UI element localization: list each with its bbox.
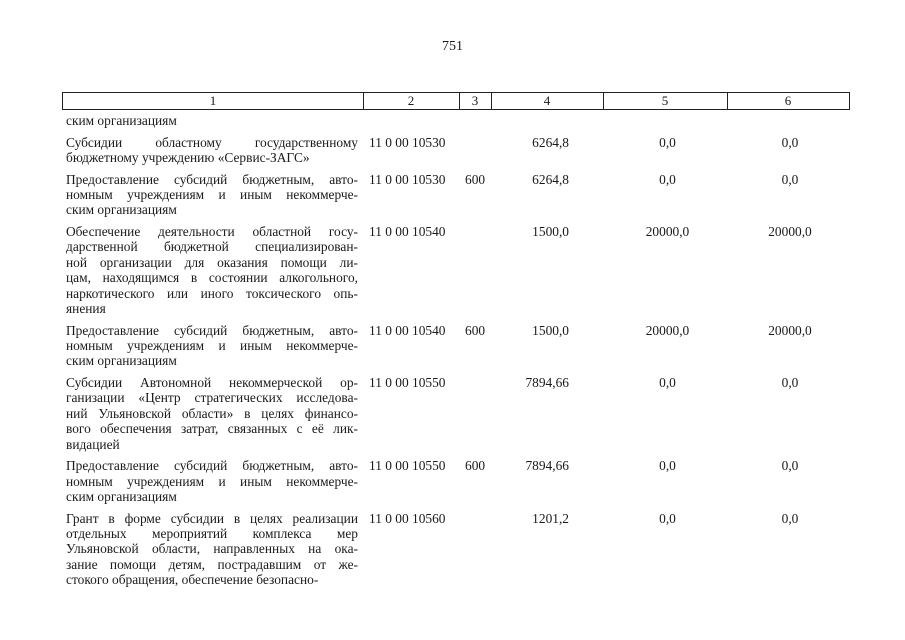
row-value-6: 0,0: [781, 134, 799, 150]
row-code: 11 0 00 10550: [369, 375, 446, 390]
row-value-4: 1201,2: [532, 510, 569, 526]
row-code: 11 0 00 10550: [369, 458, 446, 474]
row-value-6: 0,0: [781, 375, 799, 390]
row-value-5: 0,0: [659, 171, 676, 187]
description-line: Предоставление субсидий бюджетным, авто-: [66, 171, 358, 187]
description-line: ной организации для оказания помощи ли-: [66, 254, 358, 270]
description-line: номным учреждениям и иным некоммерче-: [66, 187, 358, 202]
row-value-4: 1500,0: [532, 322, 569, 338]
row-description: [66, 458, 358, 504]
row-value-4: 7894,66: [525, 375, 569, 390]
row-value-4: 6264,8: [532, 134, 569, 150]
description-line: зание помощи детям, пострадавшим от же-: [66, 556, 358, 572]
description-line: янения: [66, 301, 106, 317]
row-value-5: 0,0: [659, 375, 676, 390]
description-line: Предоставление субсидий бюджетным, авто-: [66, 458, 358, 474]
description-line: Грант в форме субсидии в целях реализации: [66, 510, 358, 526]
description-line: дарственной бюджетной специализирован-: [66, 239, 358, 255]
row-value-5: 0,0: [659, 458, 676, 474]
description-line: ганизации «Центр стратегических исследова-: [66, 390, 358, 406]
row-description: [66, 172, 358, 218]
row-value-6: 20000,0: [768, 322, 812, 338]
row-code: 11 0 00 10540: [369, 224, 446, 239]
page-number: 751: [442, 39, 463, 54]
description-line: бюджетному учреждению «Сервис-ЗАГС»: [66, 150, 310, 165]
row-description: [66, 113, 358, 128]
description-line: видацией: [66, 436, 120, 452]
row-value-6: 0,0: [781, 510, 799, 526]
description-line: ским организациям: [66, 113, 177, 128]
header-col-2: 2: [407, 93, 415, 108]
row-code: 11 0 00 10560: [369, 510, 446, 526]
description-line: номным учреждениям и иным некоммерче-: [66, 473, 358, 489]
row-description: [66, 511, 358, 588]
description-line: Обеспечение деятельности областной госу-: [66, 224, 358, 239]
row-code: 11 0 00 10540: [369, 322, 446, 338]
description-line: ским организациям: [66, 489, 177, 504]
row-description: [66, 323, 358, 369]
table-header: [62, 92, 850, 110]
row-value-4: 7894,66: [525, 458, 569, 474]
description-line: наркотического или иного токсического опь-: [66, 285, 358, 301]
row-description: [66, 135, 358, 166]
row-type: 600: [465, 322, 486, 338]
header-col-6: 6: [784, 93, 792, 108]
row-value-6: 0,0: [781, 171, 799, 187]
row-value-4: 1500,0: [532, 224, 569, 239]
description-line: ским организациям: [66, 202, 177, 218]
row-type: 600: [465, 458, 486, 474]
header-col-1: 1: [209, 93, 217, 108]
header-col-5: 5: [661, 93, 669, 108]
description-line: Предоставление субсидий бюджетным, авто-: [66, 322, 358, 338]
description-line: отдельных мероприятий комплекса мер: [66, 526, 358, 541]
row-value-5: 20000,0: [645, 322, 690, 338]
row-description: [66, 224, 358, 316]
description-line: ским организациям: [66, 353, 177, 369]
header-col-3: 3: [471, 93, 479, 108]
row-description: [66, 375, 358, 452]
header-col-4: 4: [543, 93, 551, 108]
row-value-5: 0,0: [659, 134, 676, 150]
row-value-5: 20000,0: [645, 224, 690, 239]
row-code: 11 0 00 10530: [369, 134, 446, 150]
row-type: 600: [465, 171, 486, 187]
description-line: вого обеспечения затрат, связанных с её лик-: [66, 421, 358, 437]
description-line: Субсидии областному государственному: [66, 134, 358, 150]
description-line: цам, находящимся в состоянии алкогольного,: [66, 270, 358, 286]
description-line: ний Ульяновской области» в целях финансо-: [66, 405, 358, 421]
description-line: Ульяновской области, направленных на ока-: [66, 541, 358, 557]
row-value-5: 0,0: [659, 510, 676, 526]
row-code: 11 0 00 10530: [369, 171, 446, 187]
description-line: стокого обращения, обеспечение безопасно-: [66, 572, 319, 588]
description-line: номным учреждениям и иным некоммерче-: [66, 338, 358, 353]
row-value-4: 6264,8: [532, 171, 569, 187]
row-value-6: 0,0: [781, 458, 799, 474]
description-line: Субсидии Автономной некоммерческой ор-: [66, 375, 358, 390]
row-value-6: 20000,0: [768, 224, 812, 239]
